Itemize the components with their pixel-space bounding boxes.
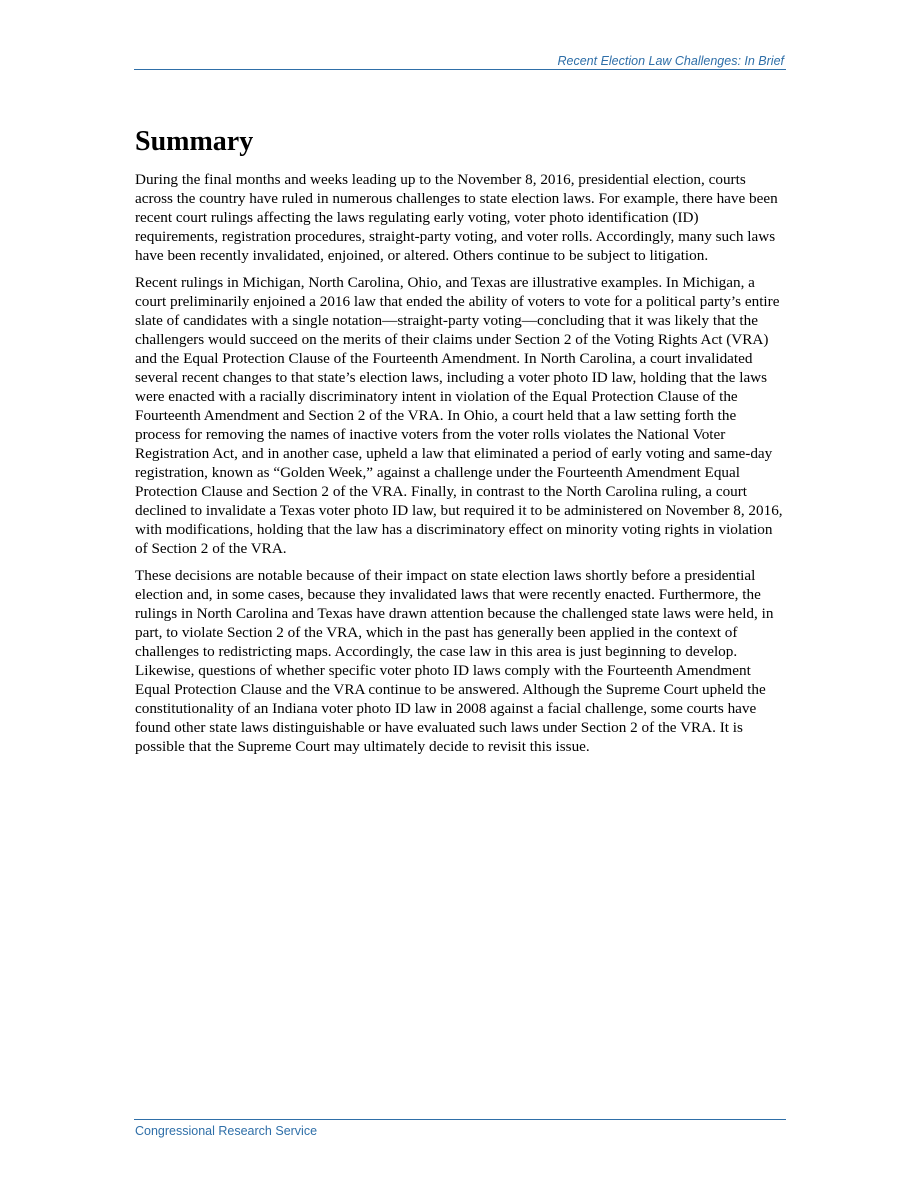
- summary-paragraph-2: Recent rulings in Michigan, North Carolina, Ohio, and Texas are illustrative examples. In Michigan, a court preliminarily enjoined a 2016 law that ended the ability of voters to vote for a political party’s entire slate of candidates with a single notation—straight-party voting—concluding that it was likely that the challengers would succeed on the merits of their claims under Section 2 of the Voting Rights Act (VRA) and the Equal Protection Clause of the Fourteenth Amendment. In North Carolina, a court invalidated several recent changes to that state’s election laws, including a voter photo ID law, holding that the laws were enacted with a racially discriminatory intent in violation of the Equal Protection Clause of the Fourteenth Amendment and Section 2 of the VRA. In Ohio, a court held that a law setting forth the process for removing the names of inactive voters from the voter rolls violates the National Voter Registration Act, and in another case, upheld a law that eliminated a period of early voting and same-day registration, known as “Golden Week,” against a challenge under the Fourteenth Amendment Equal Protection Clause and Section 2 of the VRA. Finally, in contrast to the North Carolina ruling, a court declined to invalidate a Texas voter photo ID law, but required it to be administered on November 8, 2016, with modifications, holding that the law has a discriminatory effect on minority voting rights in violation of Section 2 of the VRA.: [135, 274, 783, 557]
- footer-organization: Congressional Research Service: [135, 1124, 318, 1138]
- running-title: Recent Election Law Challenges: In Brief: [557, 54, 784, 68]
- summary-paragraph-3: These decisions are notable because of their impact on state election laws shortly before a presidential election and, in some cases, because they invalidated laws that were recently enacted. Furthermore, the rulings in North Carolina and Texas have drawn attention because the challenged state laws were held, in part, to violate Section 2 of the VRA, which in the past has generally been applied in the context of challenges to redistricting maps. Accordingly, the case law in this area is just beginning to develop. Likewise, questions of whether specific voter photo ID laws comply with the Fourteenth Amendment Equal Protection Clause and the VRA continue to be answered. Although the Supreme Court upheld the constitutionality of an Indiana voter photo ID law in 2008 against a facial challenge, some courts have found other state laws distinguishable or have evaluated such laws under Section 2 of the VRA. It is possible that the Supreme Court may ultimately decide to revisit this issue.: [135, 567, 774, 755]
- section-heading: Summary: [135, 126, 254, 157]
- page-header: [134, 53, 786, 70]
- page-footer: [134, 1119, 786, 1138]
- summary-paragraph-1: During the final months and weeks leading up to the November 8, 2016, presidential election, courts across the country have ruled in numerous challenges to state election laws. For example, there have been recent court rulings affecting the laws regulating early voting, voter photo identification (ID) requirements, registration procedures, straight-party voting, and voter rolls. Accordingly, many such laws have been recently invalidated, enjoined, or altered. Others continue to be subject to litigation.: [135, 171, 778, 264]
- summary-section: [135, 126, 785, 764]
